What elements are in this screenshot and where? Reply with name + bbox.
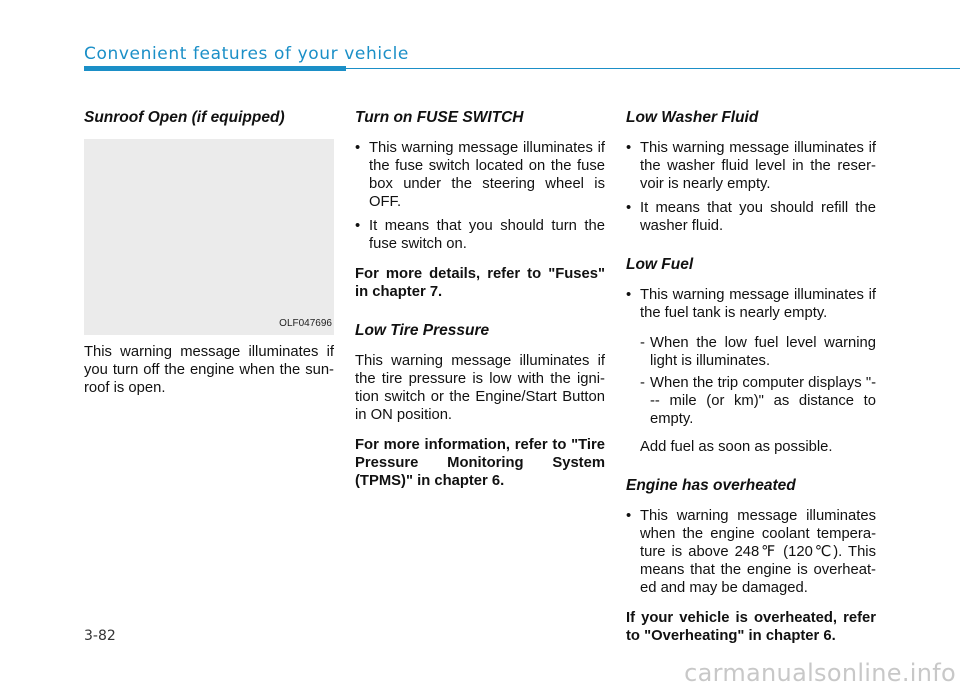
- fuel-condition: - When the trip computer displays "--- mile (or km)" as distance to empty.: [626, 374, 876, 428]
- header-rule: [346, 68, 960, 69]
- list-item: • This warning message illuminates if the washer fluid level in the reser-voir is nearly empty.: [626, 139, 876, 193]
- fuel-heading: Low Fuel: [626, 256, 694, 273]
- list-item: • This warning message illuminates if the fuse switch located on the fuse box under the steering wheel is OFF.: [355, 139, 605, 211]
- column-2: [355, 108, 605, 502]
- header-accent-bar: [84, 66, 346, 71]
- washer-bullets: [626, 139, 876, 235]
- washer-heading: Low Washer Fluid: [626, 109, 759, 126]
- tire-heading: Low Tire Pressure: [355, 322, 490, 339]
- fuse-bullets: [355, 139, 605, 253]
- fuel-advice: Add fuel as soon as possible.: [640, 439, 833, 455]
- fuel-condition: - When the low fuel level warning light is illuminates.: [626, 334, 876, 370]
- section-title: Convenient features of your vehicle: [84, 44, 409, 64]
- engine-heading: Engine has overheated: [626, 477, 796, 494]
- fuse-note: For more details, refer to "Fuses" in chapter 7.: [355, 266, 605, 300]
- sunroof-heading: Sunroof Open (if equipped): [84, 109, 285, 126]
- list-item: • This warning message illuminates if the fuel tank is nearly empty.: [626, 286, 876, 322]
- watermark: carmanualsonline.info: [684, 659, 956, 687]
- fuel-bullets: [626, 286, 876, 322]
- list-item: • It means that you should turn the fuse switch on.: [355, 217, 605, 253]
- sunroof-body: This warning message illuminates if you turn off the engine when the sun-roof is open.: [84, 344, 334, 396]
- page-number: 3-82: [84, 628, 116, 644]
- tire-body: This warning message illuminates if the tire pressure is low with the igni-tion switch or the Engine/Start Button in ON position.: [355, 353, 605, 423]
- list-item: • This warning message illuminates when the engine coolant tempera-ture is above 248℉ (120℃). This means that the engine is overheat-ed and may be damaged.: [626, 507, 876, 597]
- tire-note: For more information, refer to "Tire Pressure Monitoring System (TPMS)" in chapter 6.: [355, 437, 605, 489]
- fuse-heading: Turn on FUSE SWITCH: [355, 109, 524, 126]
- list-item: • It means that you should refill the washer fluid.: [626, 199, 876, 235]
- column-1: [84, 108, 334, 409]
- sunroof-figure: [84, 139, 334, 335]
- figure-code: OLF047696: [279, 318, 332, 329]
- engine-note: If your vehicle is overheated, refer to "Overheating" in chapter 6.: [626, 610, 876, 644]
- engine-bullets: [626, 507, 876, 597]
- column-3: [626, 108, 876, 657]
